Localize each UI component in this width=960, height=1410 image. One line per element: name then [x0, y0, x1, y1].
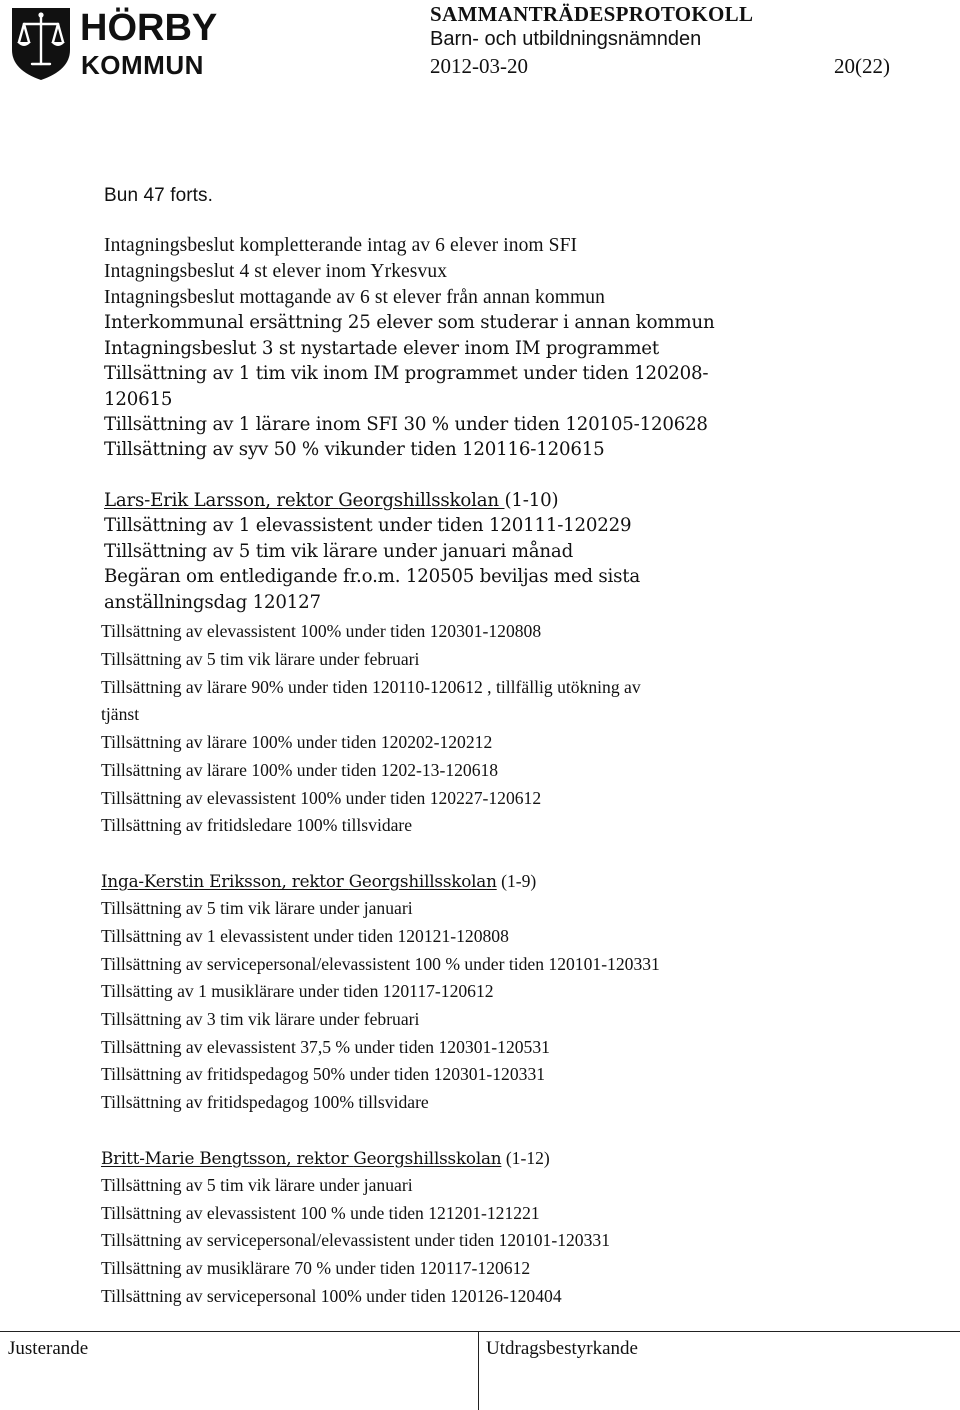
list-item: anställningsdag 120127: [104, 592, 321, 613]
list-item: Intagningsbeslut 4 st elever inom Yrkesvux: [104, 261, 448, 282]
list-item: Tillsättning av lärare 100% under tiden 120202-120212: [101, 732, 493, 752]
list-item: Interkommunal ersättning 25 elever som studerar i annan kommun: [104, 312, 715, 333]
page-number: 20(22): [834, 54, 890, 78]
footer-column-divider: [478, 1331, 479, 1410]
section-heading: [101, 1150, 550, 1168]
list-item: Tillsättning av 5 tim vik lärare under februari: [101, 649, 420, 669]
list-item: Tillsätting av 1 musiklärare under tiden 120117-120612: [101, 981, 494, 1001]
list-item: Tillsättning av elevassistent 100% under tiden 120227-120612: [101, 788, 542, 808]
footer-divider: [0, 1331, 960, 1332]
footer-justerande-label: Justerande: [8, 1338, 89, 1359]
document-header: [430, 0, 900, 84]
list-item: Begäran om entledigande fr.o.m. 120505 beviljas med sista: [104, 566, 641, 587]
list-item: Tillsättning av elevassistent 100 % unde tiden 121201-121221: [101, 1203, 540, 1223]
list-item: Tillsättning av elevassistent 37,5 % under tiden 120301-120531: [101, 1037, 550, 1057]
logo-text-bottom: KOMMUN: [81, 50, 204, 80]
item-range: (1-12): [501, 1148, 550, 1168]
section-heading: [104, 492, 558, 510]
school-name: Georgshillsskolan: [338, 490, 505, 511]
item-range: (1-9): [496, 871, 537, 891]
list-item: Tillsättning av elevassistent 100% under tiden 120301-120808: [101, 621, 542, 641]
list-item: Tillsättning av fritidspedagog 100% tillsvidare: [101, 1092, 429, 1112]
list-item: Tillsättning av 1 tim vik inom IM programmet under tiden 120208-: [104, 363, 709, 384]
list-item: Tillsättning av musiklärare 70 % under tiden 120117-120612: [101, 1258, 531, 1278]
list-item: Tillsättning av fritidsledare 100% tillsvidare: [101, 815, 413, 835]
document-title: SAMMANTRÄDESPROTOKOLL: [430, 2, 754, 26]
principal-name: Inga-Kerstin Eriksson, rektor: [101, 871, 349, 891]
principal-name: Lars-Erik Larsson, rektor: [104, 490, 339, 511]
list-item: Intagningsbeslut 3 st nystartade elever inom IM programmet: [104, 338, 659, 359]
list-item: Tillsättning av fritidspedagog 50% under tiden 120301-120331: [101, 1064, 546, 1084]
principal-name: Britt-Marie Bengtsson, rektor: [101, 1148, 354, 1168]
list-item: Tillsättning av 5 tim vik lärare under januari: [101, 898, 413, 918]
list-item: Tillsättning av lärare 100% under tiden 1202-13-120618: [101, 760, 499, 780]
list-item: Tillsättning av 5 tim vik lärare under januari: [101, 1175, 413, 1195]
list-item: Tillsättning av lärare 90% under tiden 120110-120612 , tillfällig utökning av: [101, 677, 641, 697]
list-item: Tillsättning av servicepersonal/elevassistent 100 % under tiden 120101-120331: [101, 954, 660, 974]
list-item: Tillsättning av 1 lärare inom SFI 30 % under tiden 120105-120628: [104, 414, 708, 435]
section-reference: Bun 47 forts.: [104, 185, 214, 206]
list-item: Tillsättning av syv 50 % vikunder tiden 120116-120615: [104, 439, 605, 460]
footer-utdragsbestyrkande-label: Utdragsbestyrkande: [486, 1338, 638, 1359]
list-item: Tillsättning av 5 tim vik lärare under januari månad: [104, 541, 574, 562]
list-item: Tillsättning av servicepersonal/elevassistent under tiden 120101-120331: [101, 1230, 610, 1250]
school-name: Georgshillsskolan: [353, 1148, 502, 1168]
logo-text-top: HÖRBY: [80, 7, 218, 49]
committee-name: Barn- och utbildningsnämnden: [430, 28, 702, 50]
list-item: Tillsättning av 3 tim vik lärare under februari: [101, 1009, 420, 1029]
list-item: Tillsättning av servicepersonal 100% under tiden 120126-120404: [101, 1286, 562, 1306]
logo-emblem-icon: [10, 4, 218, 82]
hörby-kommun-logo: [10, 4, 218, 82]
list-item: Intagningsbeslut kompletterande intag av 6 elever inom SFI: [104, 235, 578, 256]
school-name: Georgshillsskolan: [348, 871, 497, 891]
section-heading: [101, 873, 536, 891]
list-item: Intagningsbeslut mottagande av 6 st elever från annan kommun: [104, 287, 605, 308]
item-range: (1-10): [504, 490, 559, 511]
meeting-date: 2012-03-20: [430, 54, 528, 78]
list-item: Tillsättning av 1 elevassistent under tiden 120111-120229: [104, 515, 632, 536]
list-item: Tillsättning av 1 elevassistent under tiden 120121-120808: [101, 926, 509, 946]
list-item: tjänst: [101, 704, 140, 724]
list-item: 120615: [104, 389, 173, 410]
